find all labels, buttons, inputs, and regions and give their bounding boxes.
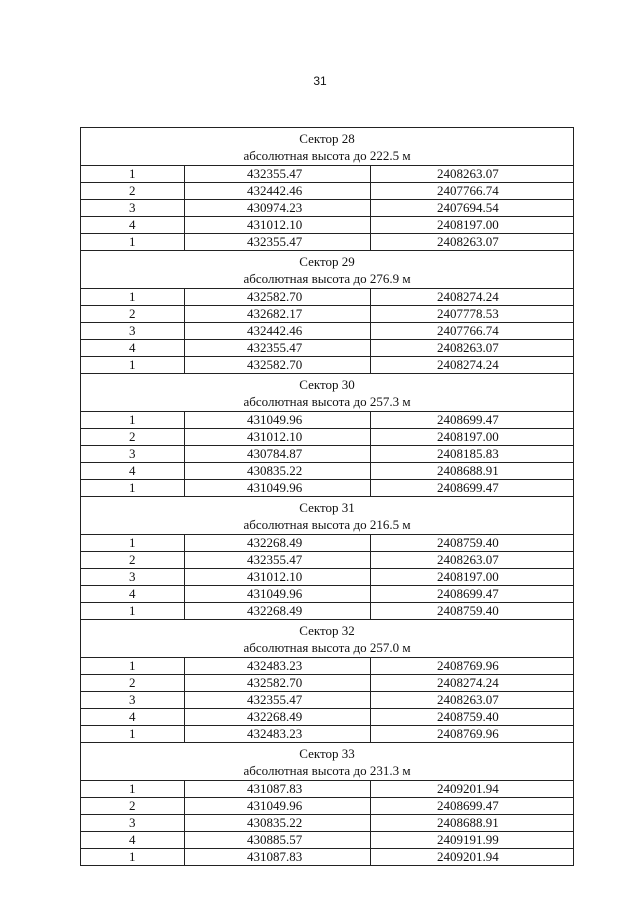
sector-header-cell xyxy=(81,620,574,658)
point-number-cell: 2 xyxy=(81,798,185,815)
table-row xyxy=(81,357,574,374)
table-row xyxy=(81,781,574,798)
sector-altitude: абсолютная высота до 222.5 м xyxy=(243,148,411,163)
table-row xyxy=(81,832,574,849)
x-coordinate-cell: 432355.47 xyxy=(185,166,371,183)
y-coordinate-cell: 2407694.54 xyxy=(371,200,574,217)
y-coordinate-cell: 2408197.00 xyxy=(371,217,574,234)
table-body xyxy=(81,128,574,866)
x-coordinate-cell: 432483.23 xyxy=(185,658,371,675)
y-coordinate-cell: 2407778.53 xyxy=(371,306,574,323)
table-row xyxy=(81,412,574,429)
sector-header-cell xyxy=(81,497,574,535)
table-row xyxy=(81,463,574,480)
table-row xyxy=(81,535,574,552)
x-coordinate-cell: 432268.49 xyxy=(185,709,371,726)
point-number-cell: 3 xyxy=(81,200,185,217)
x-coordinate-cell: 431087.83 xyxy=(185,849,371,866)
point-number-cell: 1 xyxy=(81,234,185,251)
y-coordinate-cell: 2408197.00 xyxy=(371,569,574,586)
sector-altitude: абсолютная высота до 257.3 м xyxy=(243,394,411,409)
table-row xyxy=(81,675,574,692)
y-coordinate-cell: 2408769.96 xyxy=(371,658,574,675)
point-number-cell: 1 xyxy=(81,726,185,743)
y-coordinate-cell: 2408699.47 xyxy=(371,798,574,815)
y-coordinate-cell: 2408263.07 xyxy=(371,552,574,569)
sector-altitude: абсолютная высота до 231.3 м xyxy=(243,763,411,778)
x-coordinate-cell: 432355.47 xyxy=(185,692,371,709)
point-number-cell: 2 xyxy=(81,429,185,446)
point-number-cell: 4 xyxy=(81,586,185,603)
sector-header-row xyxy=(81,128,574,166)
y-coordinate-cell: 2408688.91 xyxy=(371,815,574,832)
x-coordinate-cell: 430885.57 xyxy=(185,832,371,849)
sector-coordinates-table xyxy=(80,127,574,866)
point-number-cell: 1 xyxy=(81,166,185,183)
y-coordinate-cell: 2407766.74 xyxy=(371,323,574,340)
x-coordinate-cell: 432268.49 xyxy=(185,535,371,552)
point-number-cell: 3 xyxy=(81,569,185,586)
x-coordinate-cell: 432355.47 xyxy=(185,234,371,251)
table-row xyxy=(81,480,574,497)
sector-altitude: абсолютная высота до 216.5 м xyxy=(243,517,411,532)
table-row xyxy=(81,658,574,675)
point-number-cell: 3 xyxy=(81,692,185,709)
point-number-cell: 1 xyxy=(81,535,185,552)
y-coordinate-cell: 2408769.96 xyxy=(371,726,574,743)
table-row xyxy=(81,234,574,251)
point-number-cell: 2 xyxy=(81,675,185,692)
sector-title: Сектор 30 xyxy=(299,377,355,392)
sector-title: Сектор 28 xyxy=(299,131,355,146)
y-coordinate-cell: 2408688.91 xyxy=(371,463,574,480)
point-number-cell: 1 xyxy=(81,412,185,429)
y-coordinate-cell: 2408263.07 xyxy=(371,692,574,709)
y-coordinate-cell: 2408699.47 xyxy=(371,480,574,497)
x-coordinate-cell: 432442.46 xyxy=(185,183,371,200)
x-coordinate-cell: 431049.96 xyxy=(185,412,371,429)
point-number-cell: 4 xyxy=(81,463,185,480)
table-row xyxy=(81,183,574,200)
table-row xyxy=(81,166,574,183)
table-row xyxy=(81,217,574,234)
page-number: 31 xyxy=(313,74,327,88)
x-coordinate-cell: 431012.10 xyxy=(185,217,371,234)
x-coordinate-cell: 432582.70 xyxy=(185,289,371,306)
point-number-cell: 4 xyxy=(81,709,185,726)
table-row xyxy=(81,289,574,306)
point-number-cell: 1 xyxy=(81,357,185,374)
x-coordinate-cell: 432582.70 xyxy=(185,357,371,374)
point-number-cell: 3 xyxy=(81,323,185,340)
point-number-cell: 3 xyxy=(81,446,185,463)
point-number-cell: 1 xyxy=(81,781,185,798)
y-coordinate-cell: 2407766.74 xyxy=(371,183,574,200)
sector-title: Сектор 31 xyxy=(299,500,355,515)
y-coordinate-cell: 2408759.40 xyxy=(371,709,574,726)
y-coordinate-cell: 2409201.94 xyxy=(371,781,574,798)
y-coordinate-cell: 2408263.07 xyxy=(371,340,574,357)
table-row xyxy=(81,815,574,832)
y-coordinate-cell: 2408185.83 xyxy=(371,446,574,463)
point-number-cell: 4 xyxy=(81,217,185,234)
table-row xyxy=(81,726,574,743)
x-coordinate-cell: 431049.96 xyxy=(185,480,371,497)
sector-header-row xyxy=(81,251,574,289)
x-coordinate-cell: 432483.23 xyxy=(185,726,371,743)
y-coordinate-cell: 2408699.47 xyxy=(371,412,574,429)
point-number-cell: 1 xyxy=(81,480,185,497)
sector-title: Сектор 32 xyxy=(299,623,355,638)
table-row xyxy=(81,446,574,463)
x-coordinate-cell: 432355.47 xyxy=(185,552,371,569)
sector-altitude: абсолютная высота до 257.0 м xyxy=(243,640,411,655)
y-coordinate-cell: 2408197.00 xyxy=(371,429,574,446)
table-row xyxy=(81,798,574,815)
x-coordinate-cell: 432355.47 xyxy=(185,340,371,357)
point-number-cell: 3 xyxy=(81,815,185,832)
y-coordinate-cell: 2408274.24 xyxy=(371,357,574,374)
y-coordinate-cell: 2409201.94 xyxy=(371,849,574,866)
sector-header-cell xyxy=(81,743,574,781)
x-coordinate-cell: 430835.22 xyxy=(185,815,371,832)
x-coordinate-cell: 431049.96 xyxy=(185,586,371,603)
sector-header-row xyxy=(81,620,574,658)
table-row xyxy=(81,569,574,586)
sector-altitude: абсолютная высота до 276.9 м xyxy=(243,271,411,286)
y-coordinate-cell: 2408263.07 xyxy=(371,234,574,251)
x-coordinate-cell: 432442.46 xyxy=(185,323,371,340)
table-row xyxy=(81,200,574,217)
x-coordinate-cell: 431012.10 xyxy=(185,569,371,586)
sector-header-row xyxy=(81,374,574,412)
x-coordinate-cell: 430835.22 xyxy=(185,463,371,480)
table-row xyxy=(81,603,574,620)
y-coordinate-cell: 2408699.47 xyxy=(371,586,574,603)
y-coordinate-cell: 2409191.99 xyxy=(371,832,574,849)
x-coordinate-cell: 432582.70 xyxy=(185,675,371,692)
table-row xyxy=(81,586,574,603)
x-coordinate-cell: 430784.87 xyxy=(185,446,371,463)
sector-title: Сектор 29 xyxy=(299,254,355,269)
y-coordinate-cell: 2408274.24 xyxy=(371,675,574,692)
point-number-cell: 1 xyxy=(81,289,185,306)
x-coordinate-cell: 432268.49 xyxy=(185,603,371,620)
table-row xyxy=(81,340,574,357)
sector-header-row xyxy=(81,743,574,781)
x-coordinate-cell: 431087.83 xyxy=(185,781,371,798)
point-number-cell: 4 xyxy=(81,340,185,357)
x-coordinate-cell: 431049.96 xyxy=(185,798,371,815)
table-row xyxy=(81,323,574,340)
y-coordinate-cell: 2408759.40 xyxy=(371,603,574,620)
x-coordinate-cell: 432682.17 xyxy=(185,306,371,323)
table-row xyxy=(81,429,574,446)
point-number-cell: 1 xyxy=(81,849,185,866)
table-row xyxy=(81,692,574,709)
x-coordinate-cell: 430974.23 xyxy=(185,200,371,217)
sector-header-cell xyxy=(81,374,574,412)
sector-title: Сектор 33 xyxy=(299,746,355,761)
table-row xyxy=(81,849,574,866)
y-coordinate-cell: 2408274.24 xyxy=(371,289,574,306)
y-coordinate-cell: 2408759.40 xyxy=(371,535,574,552)
point-number-cell: 2 xyxy=(81,183,185,200)
table-row xyxy=(81,552,574,569)
x-coordinate-cell: 431012.10 xyxy=(185,429,371,446)
y-coordinate-cell: 2408263.07 xyxy=(371,166,574,183)
sector-header-cell xyxy=(81,251,574,289)
point-number-cell: 1 xyxy=(81,658,185,675)
sector-header-row xyxy=(81,497,574,535)
point-number-cell: 1 xyxy=(81,603,185,620)
point-number-cell: 2 xyxy=(81,552,185,569)
point-number-cell: 2 xyxy=(81,306,185,323)
sector-header-cell xyxy=(81,128,574,166)
point-number-cell: 4 xyxy=(81,832,185,849)
table-row xyxy=(81,709,574,726)
table-row xyxy=(81,306,574,323)
